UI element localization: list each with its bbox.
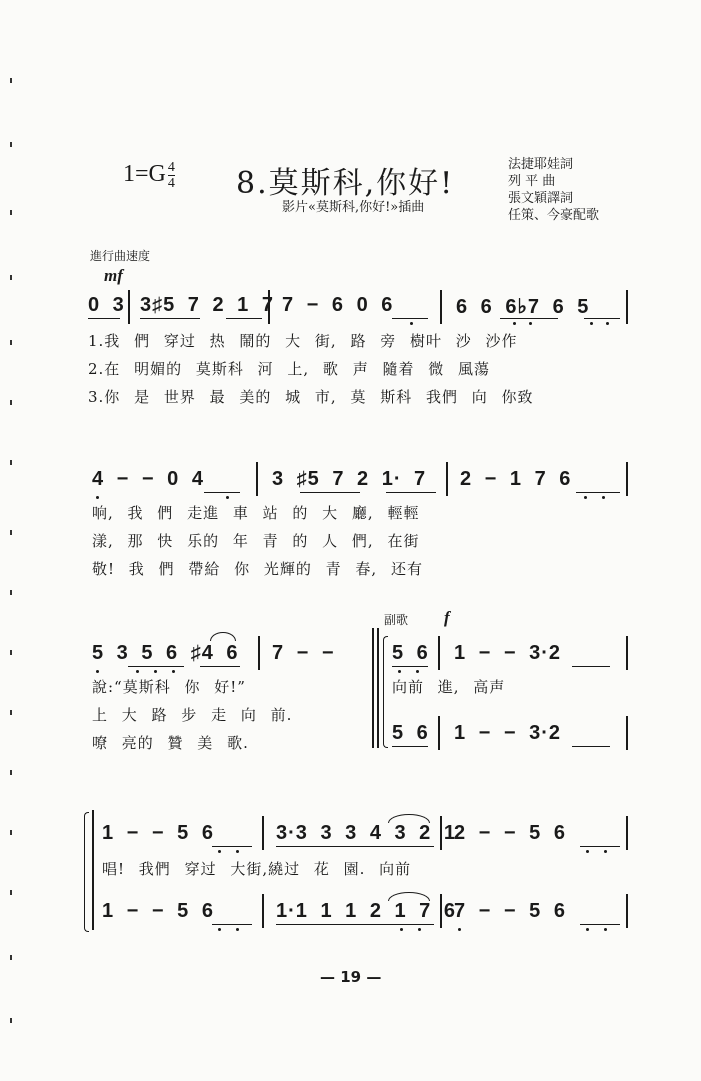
measure-notes: 7 − 6 0 6 xyxy=(282,294,394,316)
lyric-verse-3: 3.你 是 世界 最 美的 城 市, 莫 斯科 我們 向 你致 xyxy=(88,388,534,406)
octave-dot xyxy=(410,322,413,325)
octave-dot xyxy=(529,322,532,325)
measure-notes: 5 6 xyxy=(392,642,429,664)
lyric-verse-1: 1.我 們 穿过 热 鬧的 大 街, 路 旁 樹叶 沙 沙作 xyxy=(88,332,518,350)
octave-dot xyxy=(400,928,403,931)
chorus-label: 副歌 xyxy=(384,613,409,627)
credit-line: 列 平 曲 xyxy=(508,174,556,189)
octave-dot xyxy=(586,928,589,931)
chorus-lyric: 向前 進, 高声 xyxy=(392,678,506,696)
octave-dot xyxy=(604,850,607,853)
measure-notes: 6 6 6♭7 6 5 xyxy=(456,296,590,318)
barline xyxy=(268,290,270,324)
measure-notes: 2 − − 5 6 xyxy=(454,822,566,844)
barline xyxy=(626,462,628,496)
measure-notes: 3 ♯5 7 2 1· 7 xyxy=(272,468,427,490)
beam xyxy=(392,666,428,667)
octave-dot xyxy=(416,670,419,673)
octave-dot xyxy=(602,496,605,499)
beam xyxy=(200,666,240,667)
octave-dot xyxy=(398,670,401,673)
slur xyxy=(210,632,236,641)
beam xyxy=(580,846,620,847)
beam xyxy=(386,492,436,493)
lyric-verse-2: 漾, 那 快 乐的 年 青 的 人 們, 在街 xyxy=(92,532,420,550)
barline xyxy=(256,462,258,496)
barline xyxy=(262,894,264,928)
measure-notes-alt: 1 − − 3·2 xyxy=(454,722,562,744)
measure-notes: 1 − − 3·2 xyxy=(454,642,562,664)
octave-dot xyxy=(226,496,229,499)
credit-line: 張文穎譯詞 xyxy=(508,191,574,206)
measure-notes: 7 − − xyxy=(272,642,335,664)
octave-dot xyxy=(418,928,421,931)
octave-dot xyxy=(584,496,587,499)
barline xyxy=(438,716,440,750)
time-signature xyxy=(168,160,175,191)
beam xyxy=(584,318,620,319)
barline xyxy=(128,290,130,324)
beam xyxy=(212,924,252,925)
credit-line: 任策、今豪配歌 xyxy=(508,208,600,223)
measure-notes: 1·1 1 1 2 1 7 6 xyxy=(276,900,456,922)
beam xyxy=(572,666,610,667)
octave-dot xyxy=(590,322,593,325)
measure-notes: 2 − 1 7 6 xyxy=(460,468,572,490)
beam xyxy=(204,492,240,493)
lyric-verse-1: 說:“莫斯科 你 好!” xyxy=(92,678,246,696)
barline xyxy=(446,462,448,496)
tempo-marking: 進行曲速度 xyxy=(90,249,151,263)
octave-dot xyxy=(458,928,461,931)
credit-line: 法捷耶娃詞 xyxy=(508,157,574,172)
octave-dot xyxy=(172,670,175,673)
barline xyxy=(377,628,379,748)
measure-notes: 4 − − 0 4 xyxy=(92,468,204,490)
octave-dot xyxy=(586,850,589,853)
credits xyxy=(508,156,599,224)
lyric-verse-2: 上 大 路 步 走 向 前. xyxy=(92,706,293,724)
system-brace xyxy=(84,812,89,932)
beam xyxy=(392,318,428,319)
page-number: — 19 — xyxy=(320,968,382,986)
beam xyxy=(140,318,200,319)
measure-notes: 1 − − 5 6 xyxy=(102,822,214,844)
time-bottom: 4 xyxy=(167,176,175,191)
octave-dot xyxy=(606,322,609,325)
beam xyxy=(392,746,428,747)
barline xyxy=(626,894,628,928)
beam xyxy=(128,666,184,667)
beam xyxy=(276,924,434,925)
octave-dot xyxy=(513,322,516,325)
time-top: 4 xyxy=(167,160,175,175)
barline xyxy=(440,816,442,850)
barline xyxy=(626,290,628,324)
beam xyxy=(88,318,120,319)
barline xyxy=(626,716,628,750)
measure-notes: 1 − − 5 6 xyxy=(102,900,214,922)
beam xyxy=(212,846,252,847)
lyric-verse-3: 嘹 亮的 贊 美 歌. xyxy=(92,734,249,752)
octave-dot xyxy=(604,928,607,931)
octave-dot xyxy=(96,670,99,673)
barline xyxy=(626,636,628,670)
barline xyxy=(626,816,628,850)
measure-notes: 7 − − 5 6 xyxy=(454,900,566,922)
barline xyxy=(258,636,260,670)
beam xyxy=(226,318,262,319)
dynamic-f: f xyxy=(444,608,450,627)
slur xyxy=(388,814,430,823)
barline xyxy=(372,628,374,748)
measure-notes: 5 3 5 6 ♯4 6 xyxy=(92,642,239,664)
measure-notes: 3♯5 7 2 1 7 xyxy=(140,294,274,316)
barline xyxy=(92,810,94,930)
measure-notes: 3·3 3 3 4 3 2 1 xyxy=(276,822,456,844)
barline xyxy=(440,894,442,928)
barline xyxy=(438,636,440,670)
measure-notes-alt: 5 6 xyxy=(392,722,429,744)
beam xyxy=(576,492,620,493)
octave-dot xyxy=(136,670,139,673)
key-signature xyxy=(123,160,175,191)
lyric-verse-2: 2.在 明媚的 莫斯科 河 上, 歌 声 隨着 微 風蕩 xyxy=(88,360,490,378)
lyric-verse-3: 敬! 我 們 帶給 你 光輝的 青 春, 还有 xyxy=(92,560,423,578)
octave-dot xyxy=(218,850,221,853)
song-subtitle: 影片«莫斯科,你好!»插曲 xyxy=(282,200,425,215)
barline xyxy=(440,290,442,324)
beam xyxy=(276,846,434,847)
dynamic-mf: mf xyxy=(104,266,123,285)
chorus-lyric: 唱! 我們 穿过 大街,繞过 花 園. 向前 xyxy=(102,860,412,878)
beam xyxy=(500,318,558,319)
lyric-verse-1: 响, 我 們 走進 車 站 的 大 廳, 輕輕 xyxy=(92,504,420,522)
beam xyxy=(300,492,360,493)
barline xyxy=(262,816,264,850)
measure-notes: 0 3 xyxy=(88,294,125,316)
beam xyxy=(572,746,610,747)
voltas-brace xyxy=(383,636,388,748)
key-prefix: 1=G xyxy=(123,161,166,188)
beam xyxy=(580,924,620,925)
octave-dot xyxy=(154,670,157,673)
octave-dot xyxy=(218,928,221,931)
octave-dot xyxy=(236,850,239,853)
slur xyxy=(388,892,430,901)
octave-dot xyxy=(96,496,99,499)
octave-dot xyxy=(236,928,239,931)
song-title: 8.莫斯科,你好! xyxy=(236,166,455,201)
